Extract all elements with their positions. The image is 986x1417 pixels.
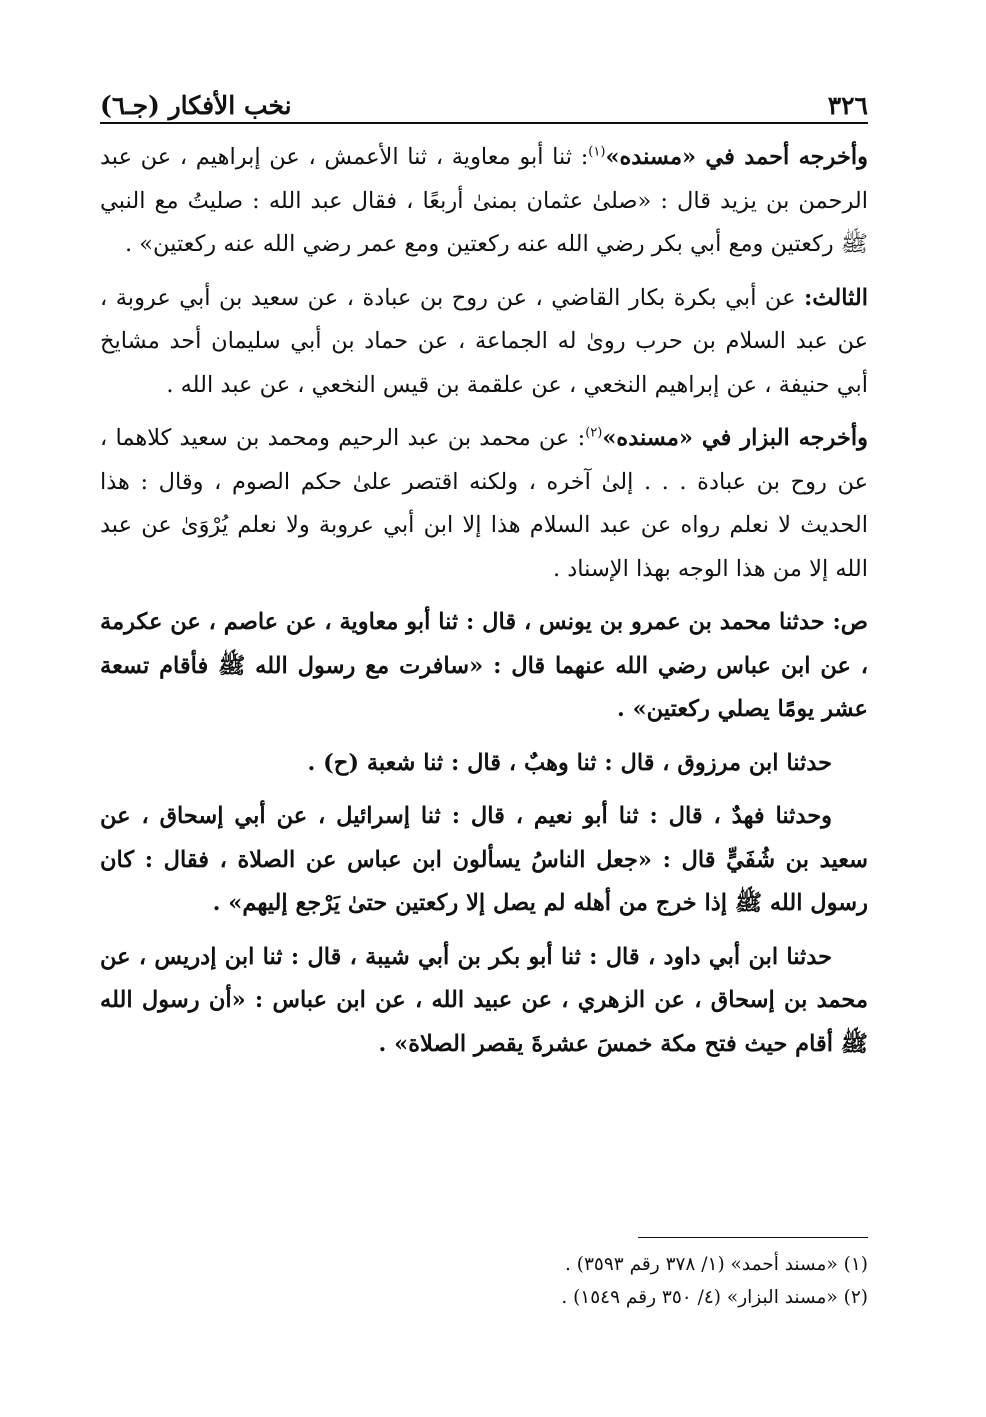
paragraph-lead: ص: bbox=[832, 609, 868, 635]
paragraph-bazzar-takhrij bbox=[100, 417, 868, 591]
page-number: ٣٢٦ bbox=[827, 91, 868, 120]
paragraph-text: : ثنا أبو معاوية ، ثنا الأعمش ، عن إبراهيم ، عن عبد الرحمن بن يزيد قال : «صلىٰ عثمان بمنىٰ أربعًا ، فقال عبد الله : صليتُ مع النبي ﷺ ركعتين ومع أبي بكر رضي الله عنه ركعتين ومع عمر رضي الله عنه ركعتين» . bbox=[100, 144, 868, 257]
paragraph-text: : عن محمد بن عبد الرحيم ومحمد بن سعيد كلاهما ، عن روح بن عبادة . . . إلىٰ آخره ، ولكنه اقتصر علىٰ حكم الصوم ، وقال : هذا الحديث لا نعلم رواه عن عبد السلام هذا إلا ابن أبي عروبة ولا نعلم يُرْوَىٰ عن عبد الله إلا من هذا الوجه بهذا الإسناد . bbox=[100, 425, 868, 582]
paragraph-text: وحدثنا فهدٌ ، قال : ثنا أبو نعيم ، قال : ثنا إسرائيل ، عن أبي إسحاق ، عن سعيد بن شُفَيٍّ قال : «جعل الناسُ يسألون ابن عباس عن الصلاة ، فقال : كان رسول الله ﷺ إذا خرج من أهله لم يصل إلا ركعتين حتىٰ يَرْجع إليهم» . bbox=[100, 803, 868, 916]
footnote-2: (٢) «مسند البزار» (٤/ ٣٥٠ رقم ١٥٤٩) . bbox=[561, 1287, 868, 1308]
paragraph-text: عن أبي بكرة بكار القاضي ، عن روح بن عبادة ، عن سعيد بن أبي عروبة ، عن عبد السلام بن حرب روىٰ له الجماعة ، عن حماد بن أبي سليمان أحد مشايخ أبي حنيفة ، عن إبراهيم النخعي ، عن علقمة بن قيس النخعي ، عن عبد الله . bbox=[100, 284, 868, 398]
footnote-rule bbox=[638, 1237, 868, 1238]
paragraph-hadith-text bbox=[100, 601, 868, 732]
header-rule bbox=[100, 122, 868, 124]
paragraph-fahd bbox=[100, 795, 868, 926]
footnote-mark: (٢) bbox=[585, 425, 603, 441]
footnote-1: (١) «مسند أحمد» (١/ ٣٧٨ رقم ٣٥٩٣) . bbox=[564, 1254, 868, 1275]
running-header bbox=[100, 72, 868, 120]
paragraph-third-chain bbox=[100, 277, 868, 408]
body-text bbox=[100, 136, 868, 1076]
paragraph-lead: وأخرجه أحمد في «مسنده» bbox=[605, 144, 868, 170]
paragraph-text: حدثنا ابن أبي داود ، قال : ثنا أبو بكر بن أبي شيبة ، قال : ثنا ابن إدريس ، عن محمد بن إسحاق ، عن الزهري ، عن عبيد الله ، عن ابن عباس : «أن رسول الله ﷺ أقام حيث فتح مكة خمسَ عشرةَ يقصر الصلاة» . bbox=[100, 943, 868, 1057]
footnote-mark: (١) bbox=[588, 144, 606, 160]
paragraph-ibn-marzuq bbox=[100, 742, 868, 786]
paragraph-text: حدثنا ابن مرزوق ، قال : ثنا وهبٌ ، قال : ثنا شعبة (ح) . bbox=[307, 749, 832, 776]
book-title: نخب الأفكار (جـ٦) bbox=[100, 91, 292, 120]
paragraph-lead: وأخرجه البزار في «مسنده» bbox=[602, 425, 868, 451]
footnotes bbox=[300, 1248, 868, 1314]
paragraph-text: حدثنا محمد بن عمرو بن يونس ، قال : ثنا أبو معاوية ، عن عاصم ، عن عكرمة ، عن ابن عباس رضي الله عنهما قال : «سافرت مع رسول الله ﷺ فأقام تسعة عشر يومًا يصلي ركعتين» . bbox=[100, 609, 868, 722]
paragraph-ibn-abi-dawud bbox=[100, 936, 868, 1067]
paragraph-lead: الثالث: bbox=[803, 284, 868, 311]
paragraph-ahmad-takhrij bbox=[100, 136, 868, 267]
